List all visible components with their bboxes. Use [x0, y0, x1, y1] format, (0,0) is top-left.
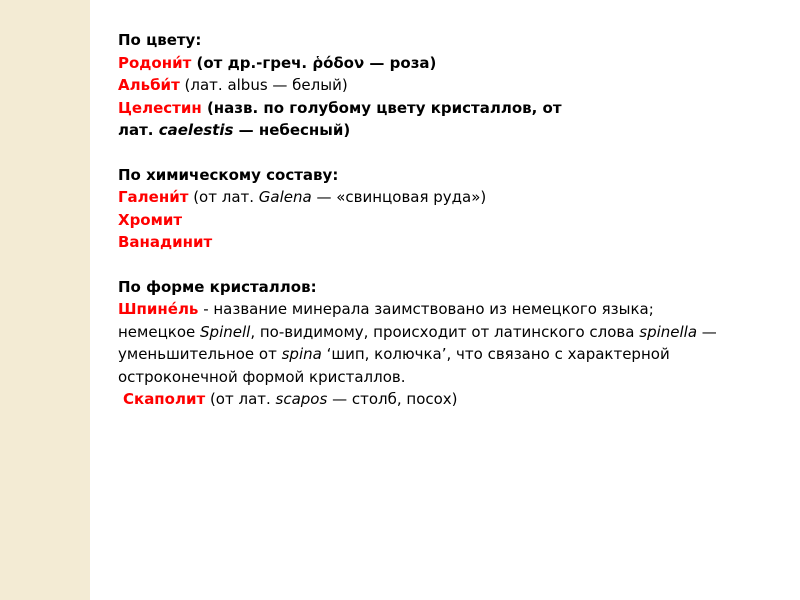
entry-albite	[118, 74, 788, 97]
entry-chromite	[118, 209, 788, 232]
entry-spinel-cont-3: остроконечной формой кристаллов.	[118, 367, 406, 386]
latin-word: spinella	[639, 322, 698, 341]
latin-word: spina	[281, 345, 322, 363]
text-fragment: — «свинцовая руда»)	[311, 188, 487, 206]
rhodonite-etymology: (от др.-греч. ῥόδον — роза)	[191, 53, 437, 72]
german-word: Spinell	[200, 322, 251, 341]
entry-scapolite	[118, 388, 788, 411]
text-fragment: (от лат.	[188, 188, 259, 206]
slide-content	[118, 29, 788, 411]
term-rhodonite: Родони́т	[118, 53, 192, 72]
term-galena: Галени́т	[118, 188, 189, 206]
text-fragment: немецкое	[118, 322, 201, 341]
entry-rhodonite	[118, 52, 788, 75]
albite-etymology: (лат. albus — белый)	[179, 76, 348, 94]
section-heading-color: По цвету:	[118, 31, 202, 49]
entry-spinel-cont-1	[118, 321, 788, 344]
text-fragment: уменьшительное от	[118, 345, 282, 363]
term-celestine: Целестин	[118, 98, 202, 117]
celestine-etymology: (назв. по голубому цвету кристаллов, от	[201, 98, 562, 117]
term-albite: Альби́т	[118, 76, 180, 94]
term-vanadinite: Ванадинит	[118, 233, 213, 251]
latin-word: Galena	[258, 188, 312, 206]
entry-vanadinite	[118, 231, 788, 254]
text-fragment: ‘шип, колючка’, что связано с характерной	[321, 345, 670, 363]
text-fragment: — небесный)	[233, 121, 351, 139]
term-spinel: Шпине́ль	[118, 300, 199, 318]
entry-spinel	[118, 298, 788, 321]
text-fragment: — столб, посох)	[327, 390, 458, 408]
section-heading-crystal-form: По форме кристаллов:	[118, 277, 317, 296]
decorative-left-strip	[0, 0, 90, 600]
entry-galena	[118, 186, 788, 209]
section-heading-composition: По химическому составу:	[118, 165, 339, 184]
text-fragment: (от лат.	[205, 390, 276, 408]
latin-word: scapos	[275, 390, 328, 408]
text-fragment: лат.	[118, 121, 159, 139]
entry-spinel-cont-2	[118, 343, 788, 366]
entry-celestine-cont	[118, 119, 788, 142]
text-fragment: —	[697, 322, 717, 341]
latin-word: caelestis	[158, 121, 234, 139]
entry-celestine	[118, 97, 788, 120]
term-chromite: Хромит	[118, 210, 183, 229]
text-fragment: , по-видимому, происходит от латинского слова	[250, 322, 640, 341]
spinel-etymology: - название минерала заимствовано из немецкого языка;	[198, 300, 654, 318]
term-scapolite: Скаполит	[123, 390, 206, 408]
